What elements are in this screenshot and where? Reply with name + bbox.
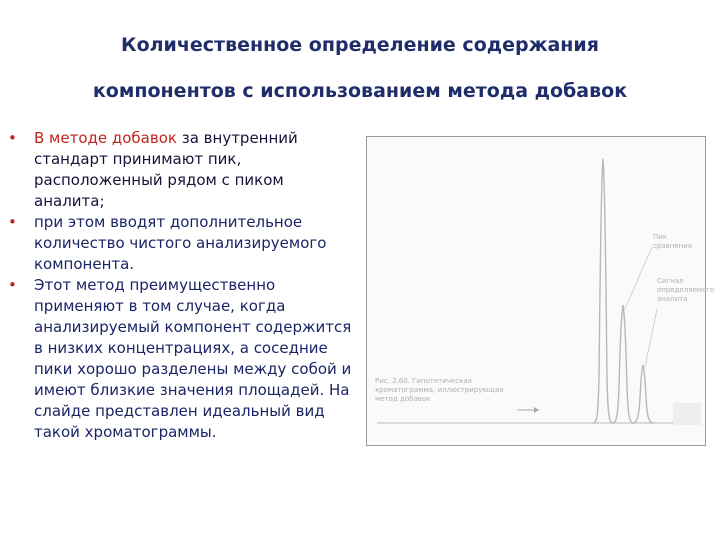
pointer-line-analyte bbox=[645, 309, 657, 367]
peak-analyte bbox=[633, 365, 653, 423]
bullet-marker: • bbox=[8, 276, 17, 294]
peak-tall bbox=[593, 159, 613, 423]
label-standard-peak: Пик сравнения bbox=[653, 233, 692, 250]
pointer-line-standard bbox=[625, 247, 652, 309]
bullet-text-part: В методе добавок bbox=[34, 129, 182, 147]
figure-smudge bbox=[673, 403, 701, 425]
bullet-text-part: при этом вводят дополнительное количество чистого анализируемого компонента. bbox=[34, 213, 327, 273]
bullet-text-part: Этот метод преимущественно применяют в том случае, когда анализируемый компонент содержится в низких концентрациях, а соседние пики хорошо разделены между собой и имеют близкие значения площадей. На слайде представлен идеальный вид такой хроматограммы. bbox=[34, 276, 352, 441]
chromatogram-figure bbox=[366, 136, 715, 446]
bullet-item bbox=[8, 128, 358, 212]
baseline-arrow-head bbox=[534, 407, 539, 413]
peak-standard bbox=[613, 305, 633, 423]
bullet-marker: • bbox=[8, 129, 17, 147]
bullet-marker: • bbox=[8, 213, 17, 231]
figure-caption: Рис. 2.60. Гипотетическая хроматограмма, иллюстрирующая метод добавок bbox=[375, 377, 504, 403]
bullet-list bbox=[8, 128, 358, 443]
bullet-text-part: за внутренний стандарт принимают пик, расположенный рядом с пиком аналита; bbox=[34, 129, 298, 210]
slide-title-line-1: Количественное определение содержания bbox=[121, 34, 599, 56]
slide-title-line-2: компонентов с использованием метода добавок bbox=[92, 80, 628, 102]
bullet-item bbox=[8, 275, 358, 443]
label-analyte-peak: Сигнал определяемого аналита bbox=[657, 277, 715, 303]
bullet-item bbox=[8, 212, 358, 275]
